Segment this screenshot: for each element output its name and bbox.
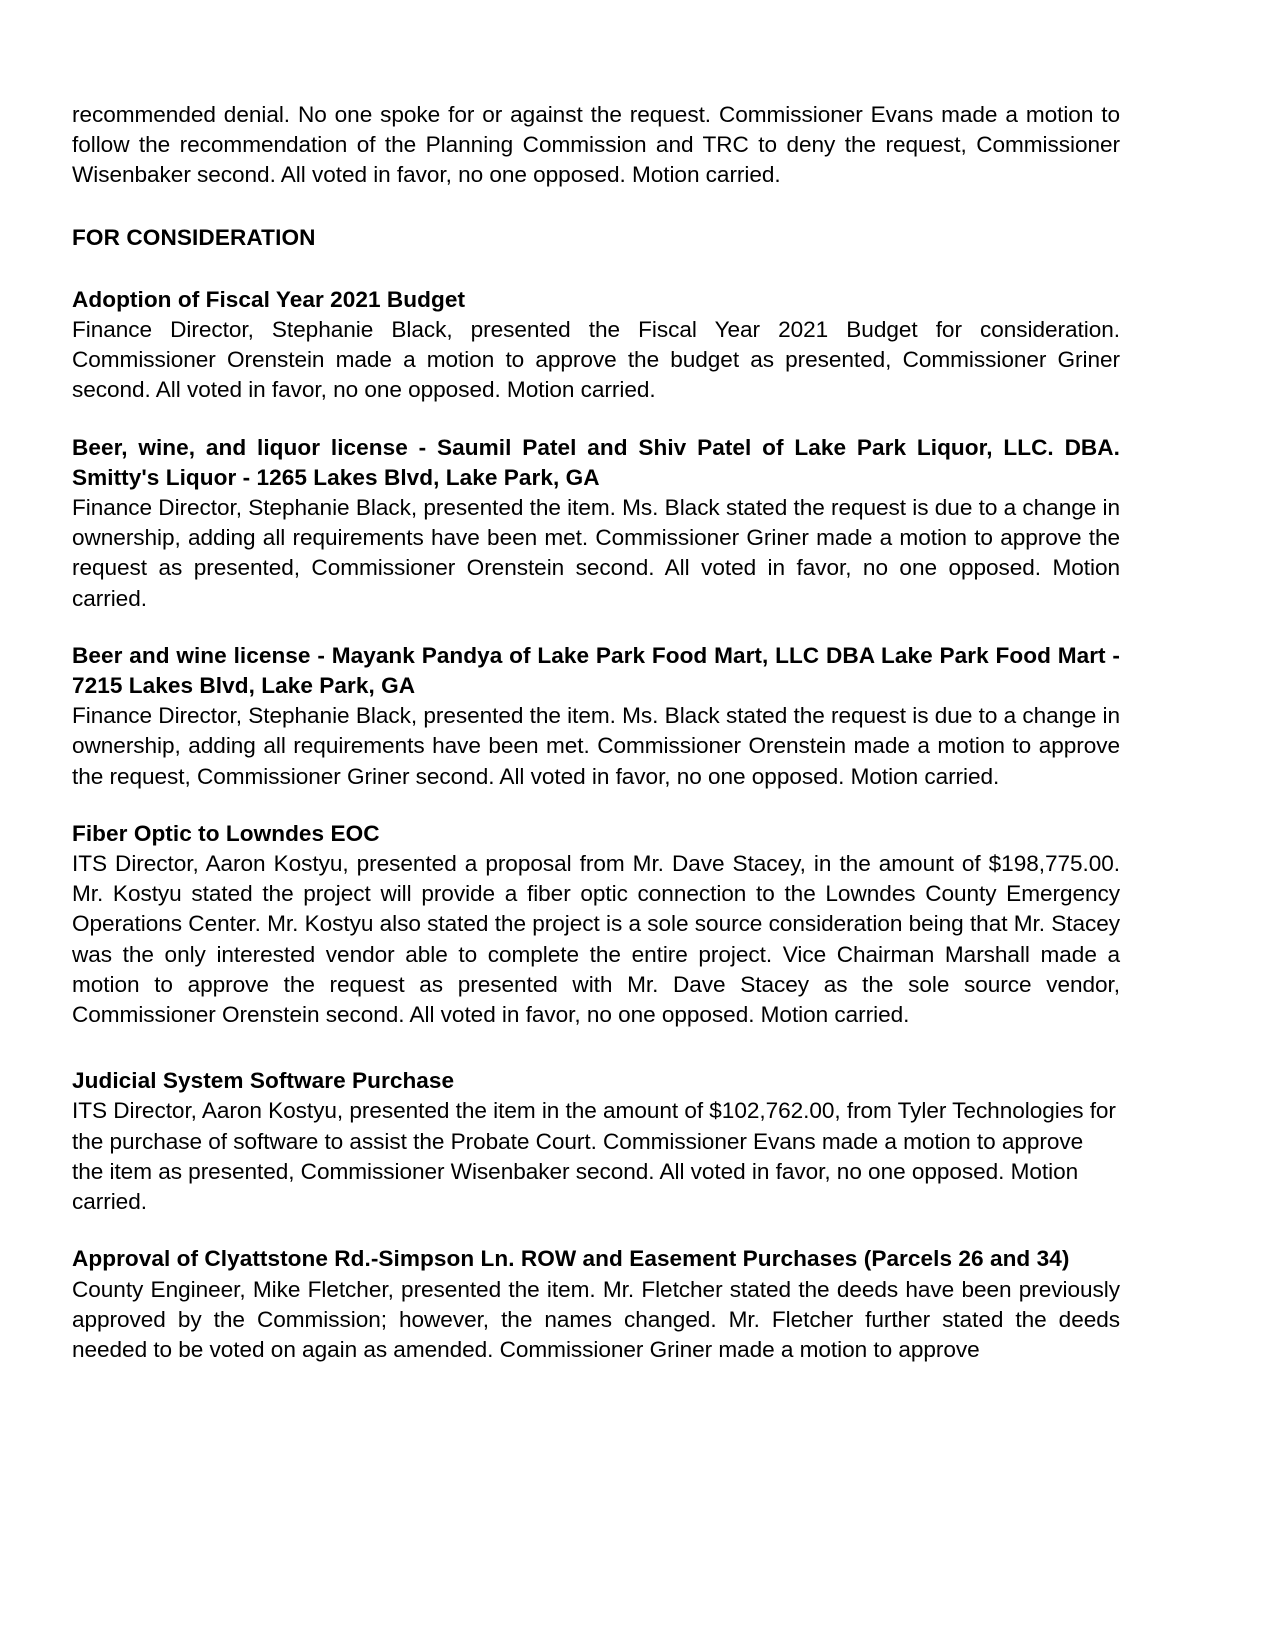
section-heading-for-consideration: FOR CONSIDERATION [72, 224, 316, 250]
item-body-fiber-optic: ITS Director, Aaron Kostyu, presented a proposal from Mr. Dave Stacey, in the amount of $198,775.00. Mr. Kostyu stated the project will provide a fiber optic connection to the Lowndes County Emergency Operations Center. Mr. Kostyu also stated the project is a sole source consideration being that Mr. Stacey was the only interested vendor able to complete the entire project. Vice Chairman Marshall made a motion to approve the request as presented with Mr. Dave Stacey as the sole source vendor, Commissioner Orenstein second. All voted in favor, no one opposed. Motion carried. [72, 851, 1120, 1028]
item-heading-fiber-optic: Fiber Optic to Lowndes EOC [72, 820, 380, 846]
spacer [72, 191, 1120, 223]
item-heading-liquor-license: Beer, wine, and liquor license - Saumil Patel and Shiv Patel of Lake Park Liquor, LLC. DBA. Smitty's Liquor - 1265 Lakes Blvd, Lake Park, GA [72, 434, 1120, 490]
item-body-judicial-software: ITS Director, Aaron Kostyu, presented the item in the amount of $102,762.00, from Tyler Technologies for the purchase of software to assist the Probate Court. Commissioner Evans made a motion to approve the item as presented, Commissioner Wisenbaker second. All voted in favor, no one opposed. Motion carried. [72, 1098, 1116, 1215]
spacer [72, 614, 1120, 641]
item-body-beer-wine-license: Finance Director, Stephanie Black, presented the item. Ms. Black stated the request is due to a change in ownership, adding all requirements have been met. Commissioner Orenstein made a motion to approve the request, Commissioner Griner second. All voted in favor, no one opposed. Motion carried. [72, 703, 1120, 789]
item-body-budget: Finance Director, Stephanie Black, presented the Fiscal Year 2021 Budget for consideration. Commissioner Orenstein made a motion to approve the budget as presented, Commissioner Griner second. All voted in favor, no one opposed. Motion carried. [72, 317, 1120, 403]
item-body-liquor-license: Finance Director, Stephanie Black, presented the item. Ms. Black stated the request is due to a change in ownership, adding all requirements have been met. Commissioner Griner made a motion to approve the request as presented, Commissioner Orenstein second. All voted in favor, no one opposed. Motion carried. [72, 495, 1120, 611]
spacer [72, 253, 1120, 285]
document-body [72, 100, 1120, 1365]
spacer [72, 406, 1120, 433]
spacer [72, 792, 1120, 819]
item-heading-row-easement: Approval of Clyattstone Rd.-Simpson Ln. ROW and Easement Purchases (Parcels 26 and 34) [72, 1246, 1070, 1272]
continued-paragraph: recommended denial. No one spoke for or against the request. Commissioner Evans made a motion to follow the recommendation of the Planning Commission and TRC to deny the request, Commissioner Wisenbaker second. All voted in favor, no one opposed. Motion carried. [72, 102, 1120, 188]
item-heading-judicial-software: Judicial System Software Purchase [72, 1068, 455, 1094]
spacer [72, 1217, 1120, 1244]
item-heading-budget: Adoption of Fiscal Year 2021 Budget [72, 286, 466, 312]
spacer [72, 1030, 1120, 1066]
item-heading-beer-wine-license: Beer and wine license - Mayank Pandya of Lake Park Food Mart, LLC DBA Lake Park Food Mart - 7215 Lakes Blvd, Lake Park, GA [72, 642, 1120, 699]
item-body-row-easement: County Engineer, Mike Fletcher, presented the item. Mr. Fletcher stated the deeds have been previously approved by the Commission; however, the names changed. Mr. Fletcher further stated the deeds needed to be voted on again as amended. Commissioner Griner made a motion to approve [72, 1276, 1120, 1362]
